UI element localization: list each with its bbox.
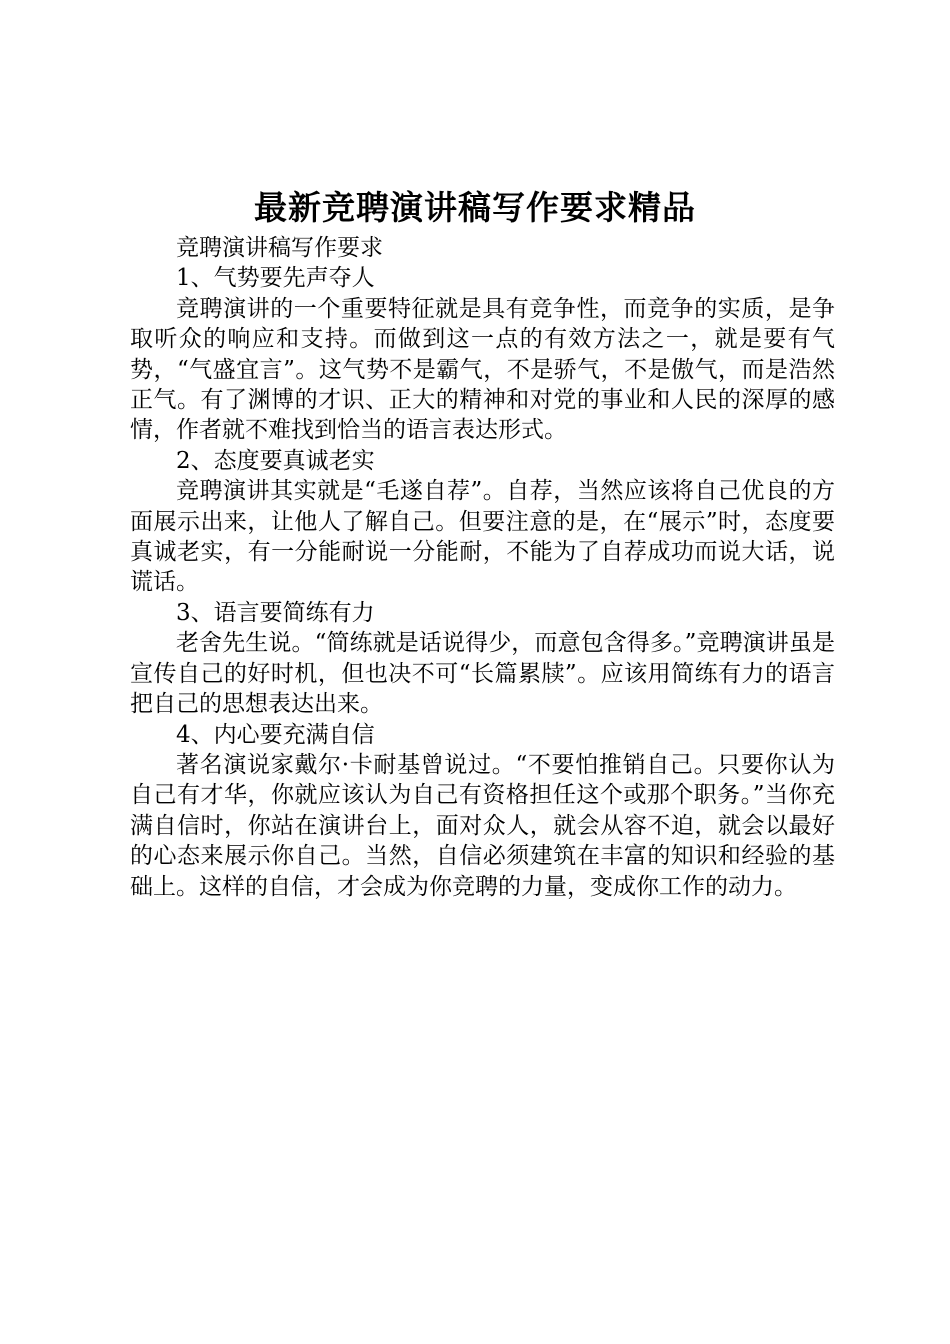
- document-body: [130, 233, 835, 902]
- section-heading-3: 3、语言要简练有力: [176, 599, 375, 626]
- section-heading-1: 1、气势要先声夺人: [176, 265, 375, 292]
- paragraph-4: 著名演说家戴尔·卡耐基曾说过。“不要怕推销自己。只要你认为自己有才华，你就应该认为自己有资格担任这个或那个职务。”当你充满自信时，你站在演讲台上，面对众人，就会从容不迫，就会以最好的心态来展示你自己。当然，自信必须建筑在丰富的知识和经验的基础上。这样的自信，才会成为你竞聘的力量，变成你工作的动力。: [130, 751, 835, 900]
- document-title: 最新竞聘演讲稿写作要求精品: [254, 188, 696, 227]
- paragraph-2: 竞聘演讲其实就是“毛遂自荐”。自荐，当然应该将自己优良的方面展示出来，让他人了解自己。但要注意的是，在“展示”时，态度要真诚老实，有一分能耐说一分能耐，不能为了自荐成功而说大话，说谎话。: [130, 478, 835, 596]
- section-heading-2: 2、态度要真诚老实: [176, 447, 375, 474]
- paragraph-1: 竞聘演讲的一个重要特征就是具有竞争性，而竞争的实质，是争取听众的响应和支持。而做到这一点的有效方法之一，就是要有气势，“气盛宜言”。这气势不是霸气，不是骄气，不是傲气，而是浩然正气。有了渊博的才识、正大的精神和对党的事业和人民的深厚的感情，作者就不难找到恰当的语言表达形式。: [130, 295, 835, 444]
- paragraph-3: 老舍先生说。“简练就是话说得少，而意包含得多。”竞聘演讲虽是宣传自己的好时机，但也决不可“长篇累牍”。应该用简练有力的语言把自己的思想表达出来。: [130, 630, 835, 718]
- paragraph-subtitle: 竞聘演讲稿写作要求: [176, 235, 383, 261]
- section-heading-4: 4、内心要充满自信: [176, 721, 375, 748]
